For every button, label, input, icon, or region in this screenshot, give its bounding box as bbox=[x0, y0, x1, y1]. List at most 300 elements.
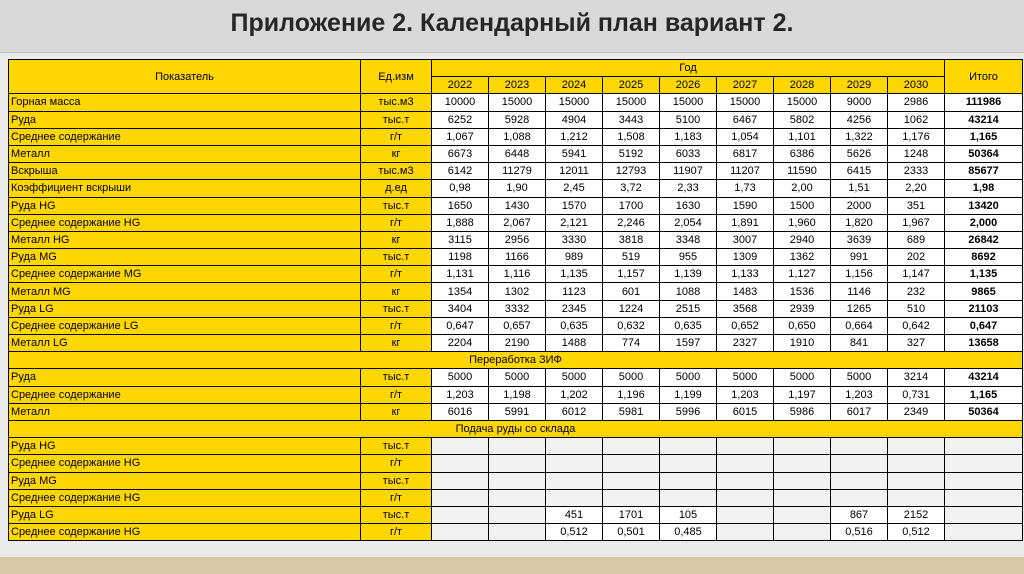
value-cell: 991 bbox=[831, 249, 888, 266]
value-cell bbox=[546, 472, 603, 489]
value-cell: 1198 bbox=[432, 249, 489, 266]
value-cell: 15000 bbox=[660, 94, 717, 111]
row-unit: тыс.т bbox=[361, 249, 432, 266]
mining-row bbox=[9, 335, 1023, 352]
mining-row bbox=[9, 283, 1023, 300]
row-label: Среднее содержание MG bbox=[9, 266, 361, 283]
value-cell bbox=[717, 438, 774, 455]
value-cell: 519 bbox=[603, 249, 660, 266]
processing-row bbox=[9, 369, 1023, 386]
value-cell: 0,642 bbox=[888, 317, 945, 334]
value-cell: 5192 bbox=[603, 145, 660, 162]
row-label: Руда bbox=[9, 111, 361, 128]
mining-row bbox=[9, 197, 1023, 214]
value-cell bbox=[888, 472, 945, 489]
total-cell bbox=[945, 524, 1023, 541]
value-cell: 5000 bbox=[432, 369, 489, 386]
value-cell: 6016 bbox=[432, 403, 489, 420]
value-cell: 2,33 bbox=[660, 180, 717, 197]
value-cell: 1,508 bbox=[603, 128, 660, 145]
row-label: Металл LG bbox=[9, 335, 361, 352]
row-unit: г/т bbox=[361, 524, 432, 541]
total-cell: 9865 bbox=[945, 283, 1023, 300]
value-cell: 1910 bbox=[774, 335, 831, 352]
mining-row bbox=[9, 317, 1023, 334]
value-cell: 2,054 bbox=[660, 214, 717, 231]
value-cell: 1,135 bbox=[546, 266, 603, 283]
value-cell: 0,516 bbox=[831, 524, 888, 541]
row-unit: кг bbox=[361, 283, 432, 300]
total-cell bbox=[945, 506, 1023, 523]
year-header-2027: 2027 bbox=[717, 77, 774, 94]
value-cell: 6033 bbox=[660, 145, 717, 162]
row-unit: тыс.т bbox=[361, 472, 432, 489]
value-cell: 1630 bbox=[660, 197, 717, 214]
value-cell: 15000 bbox=[774, 94, 831, 111]
value-cell bbox=[831, 489, 888, 506]
value-cell: 1,054 bbox=[717, 128, 774, 145]
value-cell: 0,664 bbox=[831, 317, 888, 334]
year-group-header: Год bbox=[432, 60, 945, 77]
row-label: Руда MG bbox=[9, 472, 361, 489]
value-cell: 5000 bbox=[603, 369, 660, 386]
stockpile-row bbox=[9, 524, 1023, 541]
value-cell: 1,212 bbox=[546, 128, 603, 145]
total-cell: 2,000 bbox=[945, 214, 1023, 231]
value-cell bbox=[432, 455, 489, 472]
value-cell: 5986 bbox=[774, 403, 831, 420]
value-cell bbox=[774, 438, 831, 455]
value-cell: 1,322 bbox=[831, 128, 888, 145]
row-label: Металл bbox=[9, 145, 361, 162]
value-cell bbox=[831, 455, 888, 472]
value-cell: 1,147 bbox=[888, 266, 945, 283]
value-cell: 5991 bbox=[489, 403, 546, 420]
value-cell: 3007 bbox=[717, 231, 774, 248]
value-cell: 1224 bbox=[603, 300, 660, 317]
value-cell: 5100 bbox=[660, 111, 717, 128]
total-cell bbox=[945, 455, 1023, 472]
value-cell: 105 bbox=[660, 506, 717, 523]
row-label: Среднее содержание HG bbox=[9, 489, 361, 506]
value-cell bbox=[660, 438, 717, 455]
mining-row bbox=[9, 163, 1023, 180]
value-cell: 2,45 bbox=[546, 180, 603, 197]
value-cell: 0,512 bbox=[888, 524, 945, 541]
value-cell: 2986 bbox=[888, 94, 945, 111]
row-label: Среднее содержание LG bbox=[9, 317, 361, 334]
value-cell: 1302 bbox=[489, 283, 546, 300]
stockpile-section-header: Подача руды со склада bbox=[9, 420, 1023, 437]
value-cell: 0,98 bbox=[432, 180, 489, 197]
value-cell: 327 bbox=[888, 335, 945, 352]
value-cell: 3,72 bbox=[603, 180, 660, 197]
value-cell: 0,501 bbox=[603, 524, 660, 541]
value-cell: 1,820 bbox=[831, 214, 888, 231]
row-unit: г/т bbox=[361, 214, 432, 231]
value-cell: 1146 bbox=[831, 283, 888, 300]
value-cell: 1,156 bbox=[831, 266, 888, 283]
value-cell: 2,20 bbox=[888, 180, 945, 197]
row-label: Металл HG bbox=[9, 231, 361, 248]
stockpile-row bbox=[9, 506, 1023, 523]
value-cell: 2204 bbox=[432, 335, 489, 352]
row-label: Среднее содержание bbox=[9, 386, 361, 403]
value-cell bbox=[432, 438, 489, 455]
value-cell: 5626 bbox=[831, 145, 888, 162]
value-cell: 1,967 bbox=[888, 214, 945, 231]
value-cell: 0,512 bbox=[546, 524, 603, 541]
year-header-2022: 2022 bbox=[432, 77, 489, 94]
value-cell: 1166 bbox=[489, 249, 546, 266]
value-cell bbox=[774, 524, 831, 541]
value-cell: 6142 bbox=[432, 163, 489, 180]
total-cell: 13420 bbox=[945, 197, 1023, 214]
year-header-2026: 2026 bbox=[660, 77, 717, 94]
value-cell: 2000 bbox=[831, 197, 888, 214]
value-cell bbox=[660, 489, 717, 506]
value-cell: 15000 bbox=[717, 94, 774, 111]
value-cell bbox=[831, 438, 888, 455]
value-cell bbox=[432, 472, 489, 489]
value-cell: 6415 bbox=[831, 163, 888, 180]
value-cell: 1062 bbox=[888, 111, 945, 128]
value-cell: 6012 bbox=[546, 403, 603, 420]
row-label: Среднее содержание HG bbox=[9, 455, 361, 472]
value-cell: 5941 bbox=[546, 145, 603, 162]
value-cell: 0,632 bbox=[603, 317, 660, 334]
stockpile-row bbox=[9, 438, 1023, 455]
total-header: Итого bbox=[945, 60, 1023, 94]
value-cell: 0,657 bbox=[489, 317, 546, 334]
value-cell bbox=[432, 524, 489, 541]
value-cell: 1,199 bbox=[660, 386, 717, 403]
row-label: Руда LG bbox=[9, 300, 361, 317]
year-header-2028: 2028 bbox=[774, 77, 831, 94]
stockpile-section-header-row bbox=[9, 420, 1023, 437]
value-cell bbox=[603, 455, 660, 472]
value-cell: 0,647 bbox=[432, 317, 489, 334]
stockpile-row bbox=[9, 489, 1023, 506]
value-cell: 1,139 bbox=[660, 266, 717, 283]
table-body bbox=[9, 60, 1023, 541]
value-cell: 1,196 bbox=[603, 386, 660, 403]
total-cell bbox=[945, 489, 1023, 506]
value-cell: 601 bbox=[603, 283, 660, 300]
row-unit: тыс.т bbox=[361, 369, 432, 386]
value-cell: 989 bbox=[546, 249, 603, 266]
value-cell bbox=[489, 489, 546, 506]
value-cell: 12011 bbox=[546, 163, 603, 180]
processing-row bbox=[9, 403, 1023, 420]
calendar-plan-table bbox=[8, 59, 1023, 541]
value-cell: 2190 bbox=[489, 335, 546, 352]
total-cell bbox=[945, 438, 1023, 455]
value-cell: 1,90 bbox=[489, 180, 546, 197]
value-cell: 11207 bbox=[717, 163, 774, 180]
total-cell: 13658 bbox=[945, 335, 1023, 352]
mining-row bbox=[9, 128, 1023, 145]
value-cell: 1430 bbox=[489, 197, 546, 214]
value-cell: 1,197 bbox=[774, 386, 831, 403]
value-cell: 3214 bbox=[888, 369, 945, 386]
row-unit: г/т bbox=[361, 489, 432, 506]
total-cell: 50364 bbox=[945, 403, 1023, 420]
total-cell: 0,647 bbox=[945, 317, 1023, 334]
row-label: Металл bbox=[9, 403, 361, 420]
value-cell: 5000 bbox=[774, 369, 831, 386]
value-cell: 1,067 bbox=[432, 128, 489, 145]
total-cell: 1,165 bbox=[945, 386, 1023, 403]
value-cell: 1,101 bbox=[774, 128, 831, 145]
value-cell: 1265 bbox=[831, 300, 888, 317]
value-cell: 1,183 bbox=[660, 128, 717, 145]
value-cell: 2939 bbox=[774, 300, 831, 317]
value-cell: 232 bbox=[888, 283, 945, 300]
total-cell: 111986 bbox=[945, 94, 1023, 111]
row-label: Среднее содержание HG bbox=[9, 524, 361, 541]
value-cell bbox=[774, 506, 831, 523]
row-label: Руда bbox=[9, 369, 361, 386]
value-cell: 3818 bbox=[603, 231, 660, 248]
title-bar bbox=[0, 0, 1024, 53]
value-cell bbox=[546, 438, 603, 455]
value-cell: 3348 bbox=[660, 231, 717, 248]
value-cell: 1,127 bbox=[774, 266, 831, 283]
value-cell: 1570 bbox=[546, 197, 603, 214]
row-unit: кг bbox=[361, 145, 432, 162]
value-cell: 1,960 bbox=[774, 214, 831, 231]
value-cell: 0,731 bbox=[888, 386, 945, 403]
value-cell: 1500 bbox=[774, 197, 831, 214]
row-unit: г/т bbox=[361, 317, 432, 334]
mining-row bbox=[9, 180, 1023, 197]
value-cell: 5981 bbox=[603, 403, 660, 420]
value-cell: 1,131 bbox=[432, 266, 489, 283]
footer-band bbox=[0, 557, 1024, 574]
total-cell: 50364 bbox=[945, 145, 1023, 162]
unit-header: Ед.изм bbox=[361, 60, 432, 94]
row-unit: тыс.т bbox=[361, 438, 432, 455]
value-cell: 12793 bbox=[603, 163, 660, 180]
value-cell bbox=[603, 489, 660, 506]
value-cell bbox=[717, 506, 774, 523]
value-cell bbox=[717, 489, 774, 506]
value-cell bbox=[660, 472, 717, 489]
row-unit: тыс.т bbox=[361, 506, 432, 523]
mining-row bbox=[9, 249, 1023, 266]
value-cell: 6017 bbox=[831, 403, 888, 420]
value-cell bbox=[603, 438, 660, 455]
total-cell: 26842 bbox=[945, 231, 1023, 248]
value-cell: 6448 bbox=[489, 145, 546, 162]
value-cell: 0,635 bbox=[546, 317, 603, 334]
year-header-2023: 2023 bbox=[489, 77, 546, 94]
value-cell: 11279 bbox=[489, 163, 546, 180]
stockpile-row bbox=[9, 472, 1023, 489]
total-cell: 85677 bbox=[945, 163, 1023, 180]
value-cell: 5802 bbox=[774, 111, 831, 128]
value-cell bbox=[888, 455, 945, 472]
value-cell: 0,485 bbox=[660, 524, 717, 541]
value-cell bbox=[546, 489, 603, 506]
mining-row bbox=[9, 94, 1023, 111]
value-cell: 5000 bbox=[717, 369, 774, 386]
value-cell: 1,157 bbox=[603, 266, 660, 283]
row-label: Среднее содержание HG bbox=[9, 214, 361, 231]
row-label: Коэффициент вскрыши bbox=[9, 180, 361, 197]
value-cell: 6015 bbox=[717, 403, 774, 420]
value-cell: 6817 bbox=[717, 145, 774, 162]
processing-section-header-row bbox=[9, 352, 1023, 369]
value-cell: 0,635 bbox=[660, 317, 717, 334]
total-cell: 1,98 bbox=[945, 180, 1023, 197]
value-cell bbox=[717, 524, 774, 541]
value-cell: 3330 bbox=[546, 231, 603, 248]
value-cell bbox=[774, 472, 831, 489]
row-label: Руда HG bbox=[9, 438, 361, 455]
value-cell: 11907 bbox=[660, 163, 717, 180]
mining-row bbox=[9, 214, 1023, 231]
value-cell: 1,176 bbox=[888, 128, 945, 145]
value-cell: 841 bbox=[831, 335, 888, 352]
row-label: Горная масса bbox=[9, 94, 361, 111]
value-cell: 15000 bbox=[603, 94, 660, 111]
row-label: Руда MG bbox=[9, 249, 361, 266]
value-cell: 3332 bbox=[489, 300, 546, 317]
value-cell: 2345 bbox=[546, 300, 603, 317]
value-cell: 510 bbox=[888, 300, 945, 317]
value-cell bbox=[774, 489, 831, 506]
value-cell bbox=[546, 455, 603, 472]
mining-row bbox=[9, 231, 1023, 248]
value-cell: 1123 bbox=[546, 283, 603, 300]
value-cell: 2956 bbox=[489, 231, 546, 248]
value-cell: 9000 bbox=[831, 94, 888, 111]
value-cell bbox=[774, 455, 831, 472]
value-cell: 2152 bbox=[888, 506, 945, 523]
value-cell bbox=[489, 455, 546, 472]
value-cell: 202 bbox=[888, 249, 945, 266]
row-label: Среднее содержание bbox=[9, 128, 361, 145]
value-cell: 6673 bbox=[432, 145, 489, 162]
value-cell: 4904 bbox=[546, 111, 603, 128]
total-cell: 1,165 bbox=[945, 128, 1023, 145]
value-cell: 6467 bbox=[717, 111, 774, 128]
value-cell: 1700 bbox=[603, 197, 660, 214]
value-cell: 1,888 bbox=[432, 214, 489, 231]
row-unit: тыс.м3 bbox=[361, 94, 432, 111]
value-cell: 5000 bbox=[660, 369, 717, 386]
value-cell bbox=[603, 472, 660, 489]
row-unit: тыс.т bbox=[361, 197, 432, 214]
value-cell bbox=[432, 489, 489, 506]
total-cell: 21103 bbox=[945, 300, 1023, 317]
value-cell: 1483 bbox=[717, 283, 774, 300]
value-cell: 6252 bbox=[432, 111, 489, 128]
value-cell: 6386 bbox=[774, 145, 831, 162]
value-cell: 1590 bbox=[717, 197, 774, 214]
value-cell bbox=[489, 472, 546, 489]
value-cell bbox=[489, 506, 546, 523]
row-unit: кг bbox=[361, 335, 432, 352]
total-cell: 43214 bbox=[945, 111, 1023, 128]
value-cell: 3639 bbox=[831, 231, 888, 248]
value-cell: 1650 bbox=[432, 197, 489, 214]
value-cell: 1248 bbox=[888, 145, 945, 162]
row-label: Металл MG bbox=[9, 283, 361, 300]
value-cell: 5000 bbox=[546, 369, 603, 386]
value-cell: 2,067 bbox=[489, 214, 546, 231]
value-cell: 1,202 bbox=[546, 386, 603, 403]
value-cell bbox=[717, 472, 774, 489]
value-cell: 3404 bbox=[432, 300, 489, 317]
value-cell: 1,116 bbox=[489, 266, 546, 283]
stockpile-row bbox=[9, 455, 1023, 472]
processing-row bbox=[9, 386, 1023, 403]
value-cell: 1,73 bbox=[717, 180, 774, 197]
row-label: Вскрыша bbox=[9, 163, 361, 180]
value-cell: 1,203 bbox=[717, 386, 774, 403]
value-cell: 3115 bbox=[432, 231, 489, 248]
total-cell: 8692 bbox=[945, 249, 1023, 266]
value-cell: 1536 bbox=[774, 283, 831, 300]
value-cell: 2515 bbox=[660, 300, 717, 317]
value-cell: 15000 bbox=[489, 94, 546, 111]
value-cell: 1,203 bbox=[432, 386, 489, 403]
value-cell: 451 bbox=[546, 506, 603, 523]
row-unit: кг bbox=[361, 231, 432, 248]
header-row-1 bbox=[9, 60, 1023, 77]
indicator-header: Показатель bbox=[9, 60, 361, 94]
year-header-2030: 2030 bbox=[888, 77, 945, 94]
value-cell: 774 bbox=[603, 335, 660, 352]
year-header-2025: 2025 bbox=[603, 77, 660, 94]
value-cell: 15000 bbox=[546, 94, 603, 111]
value-cell bbox=[888, 489, 945, 506]
value-cell bbox=[831, 472, 888, 489]
value-cell: 689 bbox=[888, 231, 945, 248]
total-cell: 1,135 bbox=[945, 266, 1023, 283]
value-cell: 0,652 bbox=[717, 317, 774, 334]
value-cell: 1701 bbox=[603, 506, 660, 523]
value-cell bbox=[432, 506, 489, 523]
row-unit: г/т bbox=[361, 455, 432, 472]
value-cell: 1,133 bbox=[717, 266, 774, 283]
page-title: Приложение 2. Календарный план вариант 2. bbox=[230, 9, 794, 37]
value-cell: 955 bbox=[660, 249, 717, 266]
value-cell bbox=[888, 438, 945, 455]
value-cell: 1,198 bbox=[489, 386, 546, 403]
value-cell: 867 bbox=[831, 506, 888, 523]
value-cell: 1,203 bbox=[831, 386, 888, 403]
value-cell: 1,891 bbox=[717, 214, 774, 231]
row-label: Руда HG bbox=[9, 197, 361, 214]
row-unit: тыс.м3 bbox=[361, 163, 432, 180]
value-cell: 1597 bbox=[660, 335, 717, 352]
value-cell: 1354 bbox=[432, 283, 489, 300]
value-cell: 11590 bbox=[774, 163, 831, 180]
value-cell: 2,246 bbox=[603, 214, 660, 231]
value-cell: 351 bbox=[888, 197, 945, 214]
row-unit: тыс.т bbox=[361, 111, 432, 128]
value-cell bbox=[717, 455, 774, 472]
value-cell: 4256 bbox=[831, 111, 888, 128]
value-cell: 1088 bbox=[660, 283, 717, 300]
value-cell: 0,650 bbox=[774, 317, 831, 334]
mining-row bbox=[9, 300, 1023, 317]
row-unit: тыс.т bbox=[361, 300, 432, 317]
